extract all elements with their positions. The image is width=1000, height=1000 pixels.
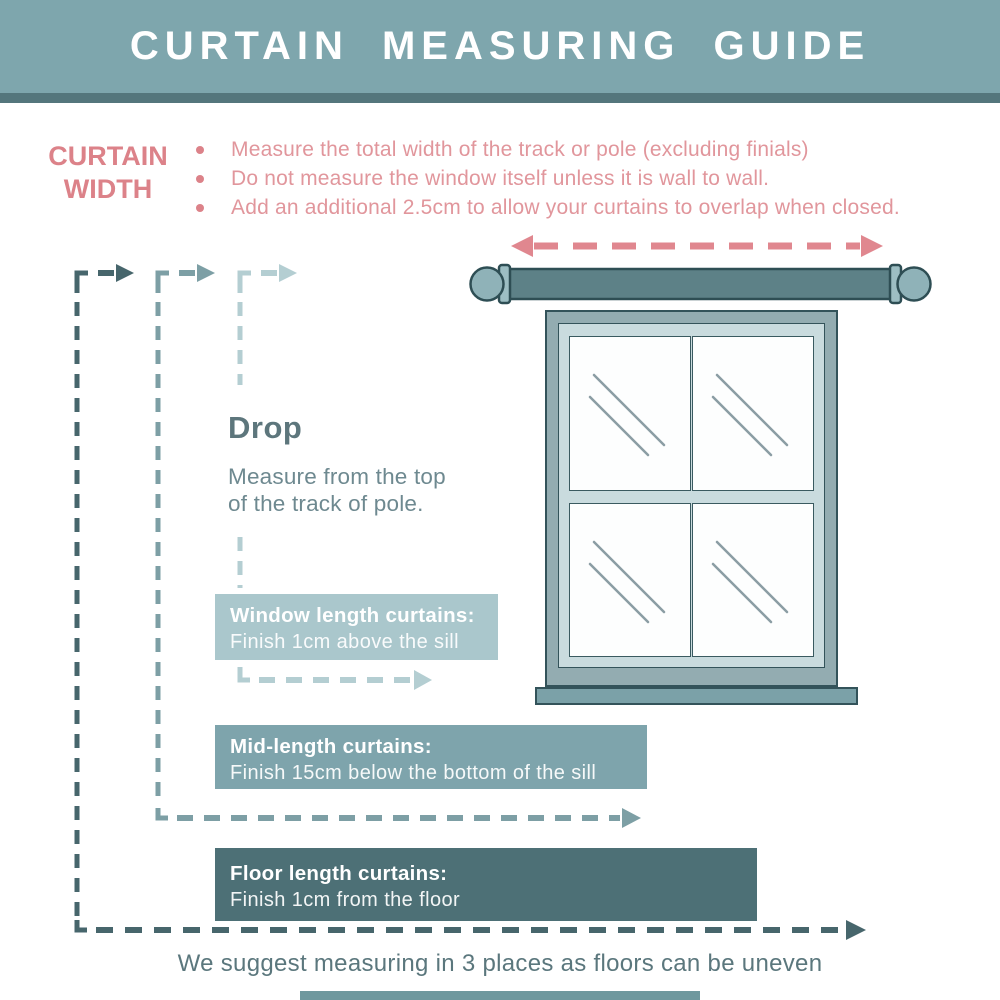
- drop-heading: Drop: [228, 410, 303, 445]
- header-banner: [0, 0, 1000, 93]
- floor-length-desc: Finish 1cm from the floor: [230, 889, 461, 911]
- page-title: CURTAIN MEASURING GUIDE: [129, 24, 871, 68]
- window-frame: [545, 310, 838, 687]
- bullet-text: Add an additional 2.5cm to allow your curtains to overlap when closed.: [231, 196, 900, 219]
- bullet-text: Measure the total width of the track or pole (excluding finials): [231, 138, 809, 161]
- window-pane-top-left: [569, 336, 691, 491]
- window-length-desc: Finish 1cm above the sill: [230, 631, 459, 653]
- footer-accent-bar: [300, 991, 700, 1000]
- mid-length-box: [215, 725, 647, 789]
- curtain-width-label-line2: WIDTH: [63, 174, 153, 204]
- mid-length-desc: Finish 15cm below the bottom of the sill: [230, 762, 597, 784]
- list-item: [196, 168, 976, 190]
- list-item: [196, 197, 976, 219]
- bullet-dot-icon: [196, 204, 204, 212]
- width-bullet-list: [196, 139, 976, 226]
- list-item: [196, 139, 976, 161]
- footer-note: We suggest measuring in 3 places as floors can be uneven: [177, 950, 823, 977]
- floor-length-title: Floor length curtains:: [230, 862, 448, 885]
- window-length-title: Window length curtains:: [230, 604, 475, 627]
- window-pane-bottom-left: [569, 503, 691, 657]
- curtain-width-label: [38, 140, 178, 206]
- header-accent-strip: [0, 93, 1000, 103]
- curtain-pole-icon: [471, 265, 931, 303]
- drop-description-line2: of the track of pole.: [228, 491, 424, 516]
- floor-length-box: [215, 848, 757, 921]
- drop-section: [228, 410, 446, 517]
- finial-left-icon: [471, 268, 504, 301]
- bullet-dot-icon: [196, 146, 204, 154]
- window-pane-top-right: [692, 336, 814, 491]
- finial-right-icon: [898, 268, 931, 301]
- mid-length-title: Mid-length curtains:: [230, 735, 432, 758]
- drop-description-line1: Measure from the top: [228, 464, 446, 489]
- curtain-width-label-line1: CURTAIN: [48, 141, 168, 171]
- bullet-text: Do not measure the window itself unless it is wall to wall.: [231, 167, 770, 190]
- window-pane-bottom-right: [692, 503, 814, 657]
- bullet-dot-icon: [196, 175, 204, 183]
- drop-description: [228, 463, 446, 517]
- width-measure-arrow-icon: [511, 235, 883, 257]
- window-length-box: [215, 594, 498, 660]
- window-inner-frame: [558, 323, 825, 668]
- window-sill: [535, 687, 858, 705]
